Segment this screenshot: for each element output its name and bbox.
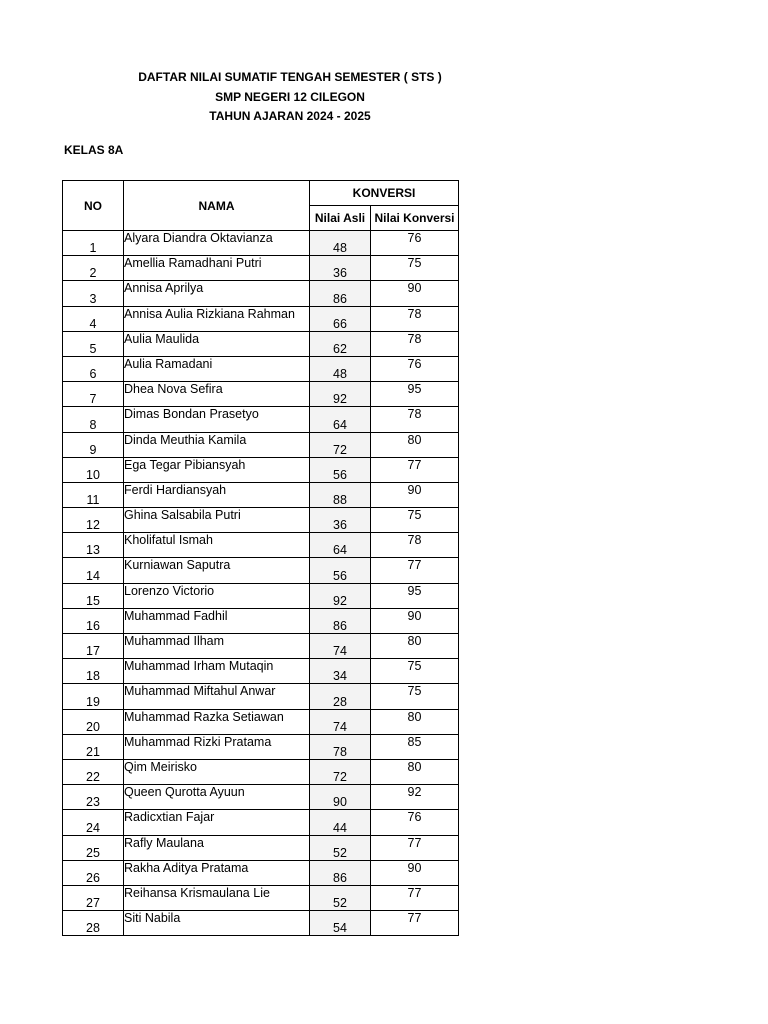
student-name: Lorenzo Victorio — [124, 583, 310, 608]
nilai-asli-value: 86 — [310, 608, 371, 633]
row-number: 25 — [63, 835, 124, 860]
row-number: 9 — [63, 432, 124, 457]
student-name: Reihansa Krismaulana Lie — [124, 885, 310, 910]
nilai-konversi-value: 76 — [371, 810, 459, 835]
nilai-asli-value: 86 — [310, 860, 371, 885]
nilai-asli-value: 86 — [310, 281, 371, 306]
column-header-konversi: KONVERSI — [310, 181, 459, 206]
row-number: 18 — [63, 659, 124, 684]
nilai-konversi-value: 90 — [371, 608, 459, 633]
nilai-konversi-value: 80 — [371, 634, 459, 659]
nilai-konversi-value: 90 — [371, 482, 459, 507]
grades-table — [62, 180, 459, 936]
nilai-konversi-value: 75 — [371, 684, 459, 709]
nilai-asli-value: 54 — [310, 911, 371, 936]
nilai-konversi-value: 78 — [371, 331, 459, 356]
row-number: 21 — [63, 734, 124, 759]
row-number: 15 — [63, 583, 124, 608]
table-row — [63, 432, 459, 457]
student-name: Ega Tegar Pibiansyah — [124, 457, 310, 482]
table-row — [63, 331, 459, 356]
nilai-asli-value: 64 — [310, 407, 371, 432]
student-name: Dimas Bondan Prasetyo — [124, 407, 310, 432]
nilai-konversi-value: 77 — [371, 911, 459, 936]
table-row — [63, 482, 459, 507]
table-row — [63, 684, 459, 709]
table-row — [63, 508, 459, 533]
nilai-asli-value: 78 — [310, 734, 371, 759]
student-name: Annisa Aulia Rizkiana Rahman — [124, 306, 310, 331]
nilai-asli-value: 64 — [310, 533, 371, 558]
nilai-asli-value: 28 — [310, 684, 371, 709]
student-name: Muhammad Irham Mutaqin — [124, 659, 310, 684]
row-number: 17 — [63, 634, 124, 659]
nilai-asli-value: 74 — [310, 634, 371, 659]
table-row — [63, 885, 459, 910]
table-row — [63, 457, 459, 482]
nilai-konversi-value: 78 — [371, 533, 459, 558]
nilai-asli-value: 48 — [310, 356, 371, 381]
student-name: Muhammad Ilham — [124, 634, 310, 659]
student-name: Rafly Maulana — [124, 835, 310, 860]
nilai-asli-value: 66 — [310, 306, 371, 331]
table-row — [63, 911, 459, 936]
student-name: Muhammad Fadhil — [124, 608, 310, 633]
nilai-asli-value: 74 — [310, 709, 371, 734]
table-body — [63, 231, 459, 936]
student-name: Muhammad Razka Setiawan — [124, 709, 310, 734]
table-row — [63, 759, 459, 784]
table-row — [63, 608, 459, 633]
nilai-konversi-value: 78 — [371, 306, 459, 331]
row-number: 26 — [63, 860, 124, 885]
row-number: 1 — [63, 231, 124, 256]
nilai-konversi-value: 95 — [371, 583, 459, 608]
table-row — [63, 810, 459, 835]
nilai-asli-value: 90 — [310, 785, 371, 810]
table-row — [63, 356, 459, 381]
student-name: Siti Nabila — [124, 911, 310, 936]
row-number: 23 — [63, 785, 124, 810]
table-row — [63, 583, 459, 608]
nilai-konversi-value: 75 — [371, 256, 459, 281]
student-name: Dinda Meuthia Kamila — [124, 432, 310, 457]
row-number: 19 — [63, 684, 124, 709]
row-number: 5 — [63, 331, 124, 356]
nilai-asli-value: 52 — [310, 835, 371, 860]
row-number: 20 — [63, 709, 124, 734]
student-name: Kurniawan Saputra — [124, 558, 310, 583]
table-row — [63, 835, 459, 860]
nilai-asli-value: 34 — [310, 659, 371, 684]
nilai-asli-value: 72 — [310, 759, 371, 784]
column-header-nilai-asli: Nilai Asli — [310, 206, 371, 231]
student-name: Rakha Aditya Pratama — [124, 860, 310, 885]
student-name: Aulia Ramadani — [124, 356, 310, 381]
row-number: 8 — [63, 407, 124, 432]
nilai-konversi-value: 80 — [371, 709, 459, 734]
row-number: 12 — [63, 508, 124, 533]
nilai-asli-value: 56 — [310, 558, 371, 583]
row-number: 11 — [63, 482, 124, 507]
table-row — [63, 734, 459, 759]
nilai-konversi-value: 85 — [371, 734, 459, 759]
student-name: Queen Qurotta Ayuun — [124, 785, 310, 810]
nilai-asli-value: 56 — [310, 457, 371, 482]
nilai-konversi-value: 75 — [371, 659, 459, 684]
table-row — [63, 306, 459, 331]
table-row — [63, 860, 459, 885]
nilai-konversi-value: 95 — [371, 382, 459, 407]
row-number: 24 — [63, 810, 124, 835]
nilai-konversi-value: 76 — [371, 231, 459, 256]
row-number: 28 — [63, 911, 124, 936]
table-row — [63, 709, 459, 734]
academic-year: TAHUN AJARAN 2024 - 2025 — [209, 109, 371, 123]
table-row — [63, 785, 459, 810]
row-number: 16 — [63, 608, 124, 633]
nilai-asli-value: 48 — [310, 231, 371, 256]
column-header-no: NO — [63, 181, 124, 231]
nilai-konversi-value: 76 — [371, 356, 459, 381]
nilai-konversi-value: 80 — [371, 759, 459, 784]
column-header-nilai-konversi: Nilai Konversi — [371, 206, 459, 231]
student-name: Muhammad Miftahul Anwar — [124, 684, 310, 709]
student-name: Aulia Maulida — [124, 331, 310, 356]
table-row — [63, 533, 459, 558]
row-number: 4 — [63, 306, 124, 331]
row-number: 22 — [63, 759, 124, 784]
table-row — [63, 659, 459, 684]
student-name: Qim Meirisko — [124, 759, 310, 784]
table-row — [63, 558, 459, 583]
nilai-konversi-value: 80 — [371, 432, 459, 457]
student-name: Ferdi Hardiansyah — [124, 482, 310, 507]
document-title: DAFTAR NILAI SUMATIF TENGAH SEMESTER ( STS ) — [138, 70, 442, 84]
table-row — [63, 407, 459, 432]
nilai-asli-value: 88 — [310, 482, 371, 507]
row-number: 13 — [63, 533, 124, 558]
row-number: 14 — [63, 558, 124, 583]
nilai-konversi-value: 75 — [371, 508, 459, 533]
table-row — [63, 231, 459, 256]
nilai-konversi-value: 77 — [371, 835, 459, 860]
student-name: Dhea Nova Sefira — [124, 382, 310, 407]
nilai-konversi-value: 77 — [371, 457, 459, 482]
nilai-konversi-value: 77 — [371, 885, 459, 910]
table-row — [63, 634, 459, 659]
table-row — [63, 281, 459, 306]
row-number: 27 — [63, 885, 124, 910]
row-number: 6 — [63, 356, 124, 381]
table-row — [63, 256, 459, 281]
row-number: 3 — [63, 281, 124, 306]
nilai-asli-value: 62 — [310, 331, 371, 356]
nilai-asli-value: 36 — [310, 508, 371, 533]
class-label: KELAS 8A — [64, 143, 124, 157]
row-number: 7 — [63, 382, 124, 407]
column-header-nama: NAMA — [124, 181, 310, 231]
table-row — [63, 382, 459, 407]
nilai-konversi-value: 90 — [371, 281, 459, 306]
row-number: 10 — [63, 457, 124, 482]
nilai-asli-value: 36 — [310, 256, 371, 281]
nilai-asli-value: 92 — [310, 583, 371, 608]
nilai-asli-value: 52 — [310, 885, 371, 910]
nilai-konversi-value: 90 — [371, 860, 459, 885]
student-name: Muhammad Rizki Pratama — [124, 734, 310, 759]
nilai-asli-value: 72 — [310, 432, 371, 457]
student-name: Annisa Aprilya — [124, 281, 310, 306]
nilai-konversi-value: 92 — [371, 785, 459, 810]
student-name: Amellia Ramadhani Putri — [124, 256, 310, 281]
school-name: SMP NEGERI 12 CILEGON — [215, 89, 365, 104]
student-name: Alyara Diandra Oktavianza — [124, 231, 310, 256]
nilai-asli-value: 92 — [310, 382, 371, 407]
nilai-asli-value: 44 — [310, 810, 371, 835]
student-name: Kholifatul Ismah — [124, 533, 310, 558]
row-number: 2 — [63, 256, 124, 281]
student-name: Ghina Salsabila Putri — [124, 508, 310, 533]
nilai-konversi-value: 78 — [371, 407, 459, 432]
student-name: Radicxtian Fajar — [124, 810, 310, 835]
nilai-konversi-value: 77 — [371, 558, 459, 583]
